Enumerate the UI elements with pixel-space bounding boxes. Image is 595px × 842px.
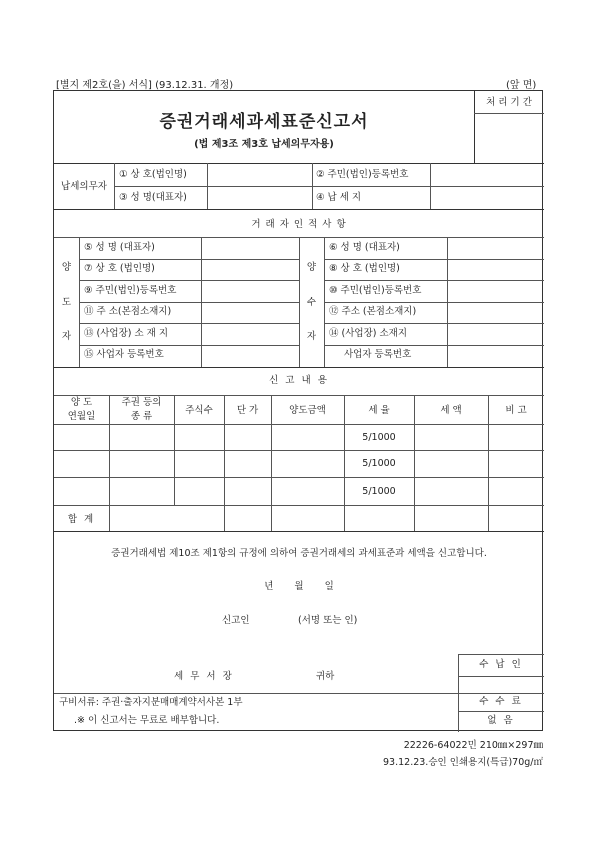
col-note: 비 고	[505, 405, 527, 416]
buyer-char-3: 자	[306, 331, 317, 342]
fee-label: 수 수 료	[479, 696, 523, 707]
seller-field: ⑨ 주민(법인)등록번호	[84, 285, 177, 296]
rate-cell: 5/1000	[362, 458, 396, 469]
processing-period-label: 처 리 기 간	[486, 97, 532, 108]
form-code: [별지 제2호(을) 서식] (93.12.31. 개정)	[56, 80, 234, 91]
total-label: 합 계	[67, 514, 96, 525]
form-subtitle: (법 제3조 제3호 납세의무자용)	[194, 139, 334, 150]
seller-field: ⑮ 사업자 등록번호	[84, 349, 164, 360]
seller-field: ⑦ 상 호 (법인명)	[84, 263, 155, 274]
taxpayer-label: 납세의무자	[61, 181, 107, 192]
honorific: 귀하	[316, 671, 335, 682]
col-kind-l1: 주권 등의	[121, 397, 162, 408]
seller-char-2: 도	[61, 297, 72, 308]
col-date-l2: 연월일	[67, 411, 96, 422]
form-title: 증권거래세과세표준신고서	[159, 112, 369, 132]
signature-label: (서명 또는 인)	[298, 615, 358, 626]
receipt-label: 수 납 인	[479, 659, 523, 670]
rate-cell: 5/1000	[362, 432, 396, 443]
taxpayer-address-label: ④ 납 세 지	[316, 192, 362, 203]
page-side: (앞 면)	[506, 80, 537, 91]
buyer-field: ⑭ (사업장) 소재지	[329, 328, 408, 339]
seller-field: ⑪ 주 소(본점소재지)	[84, 306, 172, 317]
rate-cell: 5/1000	[362, 486, 396, 497]
taxpayer-regno-label: ② 주민(법인)등록번호	[316, 169, 409, 180]
attachment-line1: 구비서류: 주권·출자지분매매계약서사본 1부	[59, 697, 243, 708]
buyer-field: ⑧ 상 호 (법인명)	[329, 263, 400, 274]
buyer-char-1: 양	[306, 262, 317, 273]
buyer-field: 사업자 등록번호	[344, 349, 412, 360]
parties-section-title: 거 래 자 인 적 사 항	[251, 219, 347, 230]
declaration-statement: 증권거래세법 제10조 제1항의 규정에 의하여 증권거래세의 과세표준과 세액을 신고합니다.	[111, 548, 487, 559]
col-unit-price: 단 가	[236, 405, 259, 416]
report-section-title: 신 고 내 용	[269, 375, 329, 386]
col-amount: 양도금액	[289, 405, 326, 416]
taxpayer-name-label: ① 상 호(법인명)	[119, 169, 187, 180]
col-date-l1: 양 도	[70, 397, 93, 408]
seller-field: ⑤ 성 명 (대표자)	[84, 242, 155, 253]
buyer-field: ⑫ 주소 (본점소재지)	[329, 306, 417, 317]
footer-line1: 22226-64022민 210㎜×297㎜	[403, 740, 543, 751]
col-shares: 주식수	[185, 405, 213, 416]
col-tax: 세 액	[440, 405, 462, 416]
col-rate: 세 율	[368, 405, 390, 416]
seller-char-3: 자	[61, 331, 72, 342]
taxpayer-rep-label: ③ 성 명(대표자)	[119, 192, 187, 203]
fee-value: 없 음	[487, 715, 515, 726]
footer-line2: 93.12.23.승인 인쇄용지(특급)70g/㎡	[383, 757, 543, 768]
col-kind-l2: 종 류	[130, 411, 153, 422]
seller-field: ⑬ (사업장) 소 재 지	[84, 328, 169, 339]
buyer-field: ⑥ 성 명 (대표자)	[329, 242, 400, 253]
buyer-field: ⑩ 주민(법인)등록번호	[329, 285, 422, 296]
declaration-date: 년 월 일	[264, 581, 334, 592]
form-frame	[53, 90, 543, 731]
addressee: 세 무 서 장	[174, 671, 234, 682]
seller-char-1: 양	[61, 262, 72, 273]
buyer-char-2: 수	[306, 297, 317, 308]
reporter-label: 신고인	[222, 615, 250, 626]
attachment-line2: .※ 이 신고서는 무료로 배부합니다.	[74, 715, 220, 726]
